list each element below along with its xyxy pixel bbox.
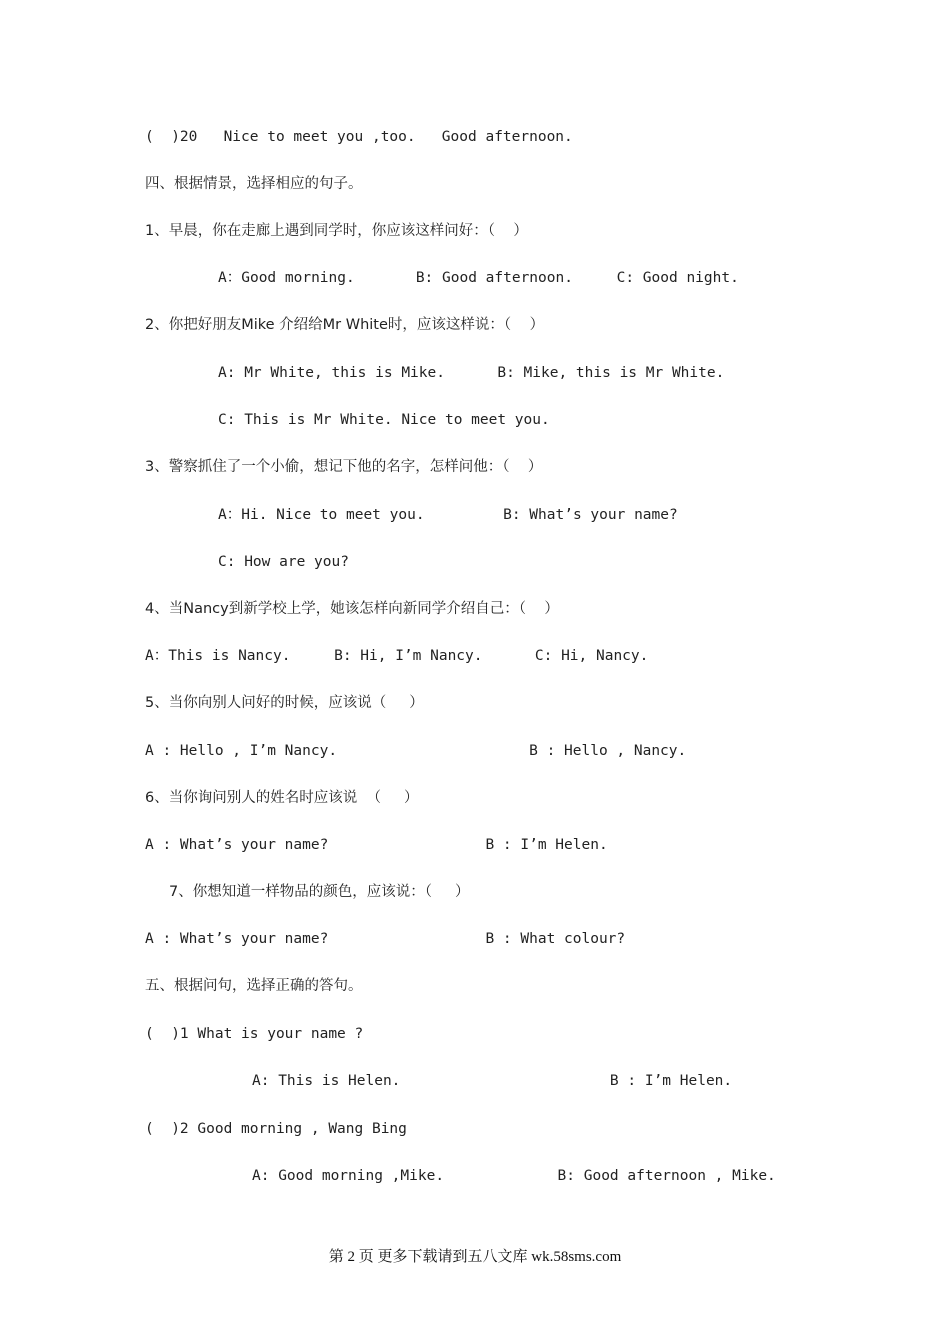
s4-question-3: 3、警察抓住了一个小偷，想记下他的名字，怎样问他：（ ） [145,459,543,475]
s4-question-5-options: A : Hello , I’m Nancy. B : Hello , Nancy. [145,743,687,759]
s4-question-2-options-ab: A: Mr White, this is Mike. B: Mike, this is Mr White. [218,365,725,381]
s4-question-6-options: A : What’s your name? B : I’m Helen. [145,837,608,853]
s4-question-2-option-c: C: This is Mr White. Nice to meet you. [218,412,550,428]
s5-question-2: ( )2 Good morning , Wang Bing [145,1121,407,1137]
page-footer: 第 2 页 更多下载请到五八文库 wk.58sms.com [328,1249,622,1265]
s4-question-7: 7、你想知道一样物品的颜色，应该说：（ ） [169,884,470,900]
s5-question-1-options: A: This is Helen. B : I’m Helen. [252,1073,733,1089]
s5-question-2-options: A: Good morning ,Mike. B: Good afternoon , Mike. [252,1168,776,1184]
question-20: ( )20 Nice to meet you ,too. Good afternoon. [145,129,573,145]
section-5-title: 五、根据问句，选择正确的答句。 [145,978,363,994]
section-4-title: 四、根据情景，选择相应的句子。 [145,176,363,192]
s4-question-3-options-ab: A：Hi. Nice to meet you. B: What’s your name? [218,507,678,523]
s4-question-7-options: A : What’s your name? B : What colour? [145,931,626,947]
s4-question-4: 4、当Nancy到新学校上学，她该怎样向新同学介绍自己：（ ） [145,601,559,617]
s4-question-2: 2、你把好朋友Mike 介绍给Mr White时，应该这样说：（ ） [145,317,545,333]
s4-question-1: 1、早晨，你在走廊上遇到同学时，你应该这样问好：（ ） [145,223,528,239]
s4-question-5: 5、当你向别人问好的时候，应该说（ ） [145,695,424,711]
s4-question-1-options: A：Good morning. B: Good afternoon. C: Good night. [218,270,739,286]
s4-question-6: 6、当你询问别人的姓名时应该说 （ ） [145,790,419,806]
s4-question-3-option-c: C: How are you? [218,554,349,570]
s5-question-1: ( )1 What is your name ? [145,1026,364,1042]
s4-question-4-options: A：This is Nancy. B: Hi, I’m Nancy. C: Hi, Nancy. [145,648,649,664]
